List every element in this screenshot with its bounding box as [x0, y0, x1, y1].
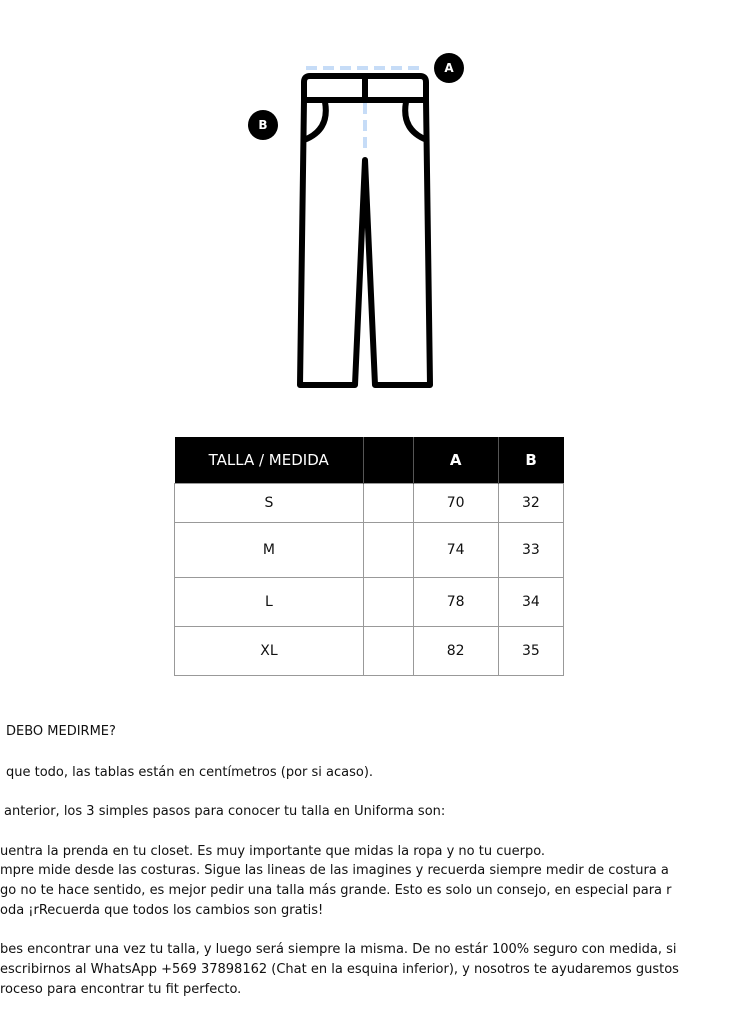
- cell-size: XL: [175, 627, 364, 676]
- cell-b: 32: [498, 484, 563, 523]
- step-1-text: uentra la prenda en tu closet. Es muy importante que midas la ropa y no tu cuerpo.: [0, 844, 546, 859]
- left-pocket: [304, 102, 326, 140]
- step-2-line-3: oda ¡rRecuerda que todos los cambios son gratis!: [0, 903, 324, 918]
- step-2-line-2: go no te hace sentido, es mejor pedir una talla más grande. Esto es solo un consejo, en especial para r: [0, 883, 672, 898]
- instructions-heading: DEBO MEDIRME?: [6, 724, 116, 739]
- table-header-row: [175, 437, 564, 484]
- step-3-line-1: bes encontrar una vez tu talla, y luego será siempre la misma. De no estár 100% seguro con medida, si: [0, 942, 677, 957]
- step-2-line-1: mpre mide desde las costuras. Sigue las lineas de las imagines y recuerda siempre medir de costura a: [0, 863, 669, 878]
- cell-blank: [363, 523, 413, 578]
- cell-size: S: [175, 484, 364, 523]
- header-size: TALLA / MEDIDA: [175, 437, 364, 484]
- header-b: B: [498, 437, 563, 484]
- cell-b: 35: [498, 627, 563, 676]
- cell-size: L: [175, 578, 364, 627]
- table-row: [175, 578, 564, 627]
- header-a: A: [413, 437, 498, 484]
- cell-size: M: [175, 523, 364, 578]
- step-3-line-3: roceso para encontrar tu fit perfecto.: [0, 982, 242, 997]
- marker-b-badge: B: [248, 110, 278, 140]
- pants-icon: [0, 0, 748, 400]
- cell-blank: [363, 578, 413, 627]
- cell-a: 74: [413, 523, 498, 578]
- cell-b: 33: [498, 523, 563, 578]
- pants-measurement-diagram: [0, 0, 748, 400]
- cell-a: 78: [413, 578, 498, 627]
- cell-a: 82: [413, 627, 498, 676]
- cell-b: 34: [498, 578, 563, 627]
- cell-a: 70: [413, 484, 498, 523]
- marker-a-badge: A: [434, 53, 464, 83]
- table-row: [175, 484, 564, 523]
- step-3-line-2: escribirnos al WhatsApp +569 37898162 (Chat en la esquina inferior), y nosotros te ayudaremos gustos: [0, 962, 679, 977]
- cell-blank: [363, 484, 413, 523]
- table-row: [175, 523, 564, 578]
- cell-blank: [363, 627, 413, 676]
- instructions-intro-2: anterior, los 3 simples pasos para conocer tu talla en Uniforma son:: [4, 804, 446, 819]
- instructions-intro-1: que todo, las tablas están en centímetros (por si acaso).: [6, 765, 374, 780]
- size-chart-table: [174, 437, 564, 676]
- table-row: [175, 627, 564, 676]
- header-blank: [363, 437, 413, 484]
